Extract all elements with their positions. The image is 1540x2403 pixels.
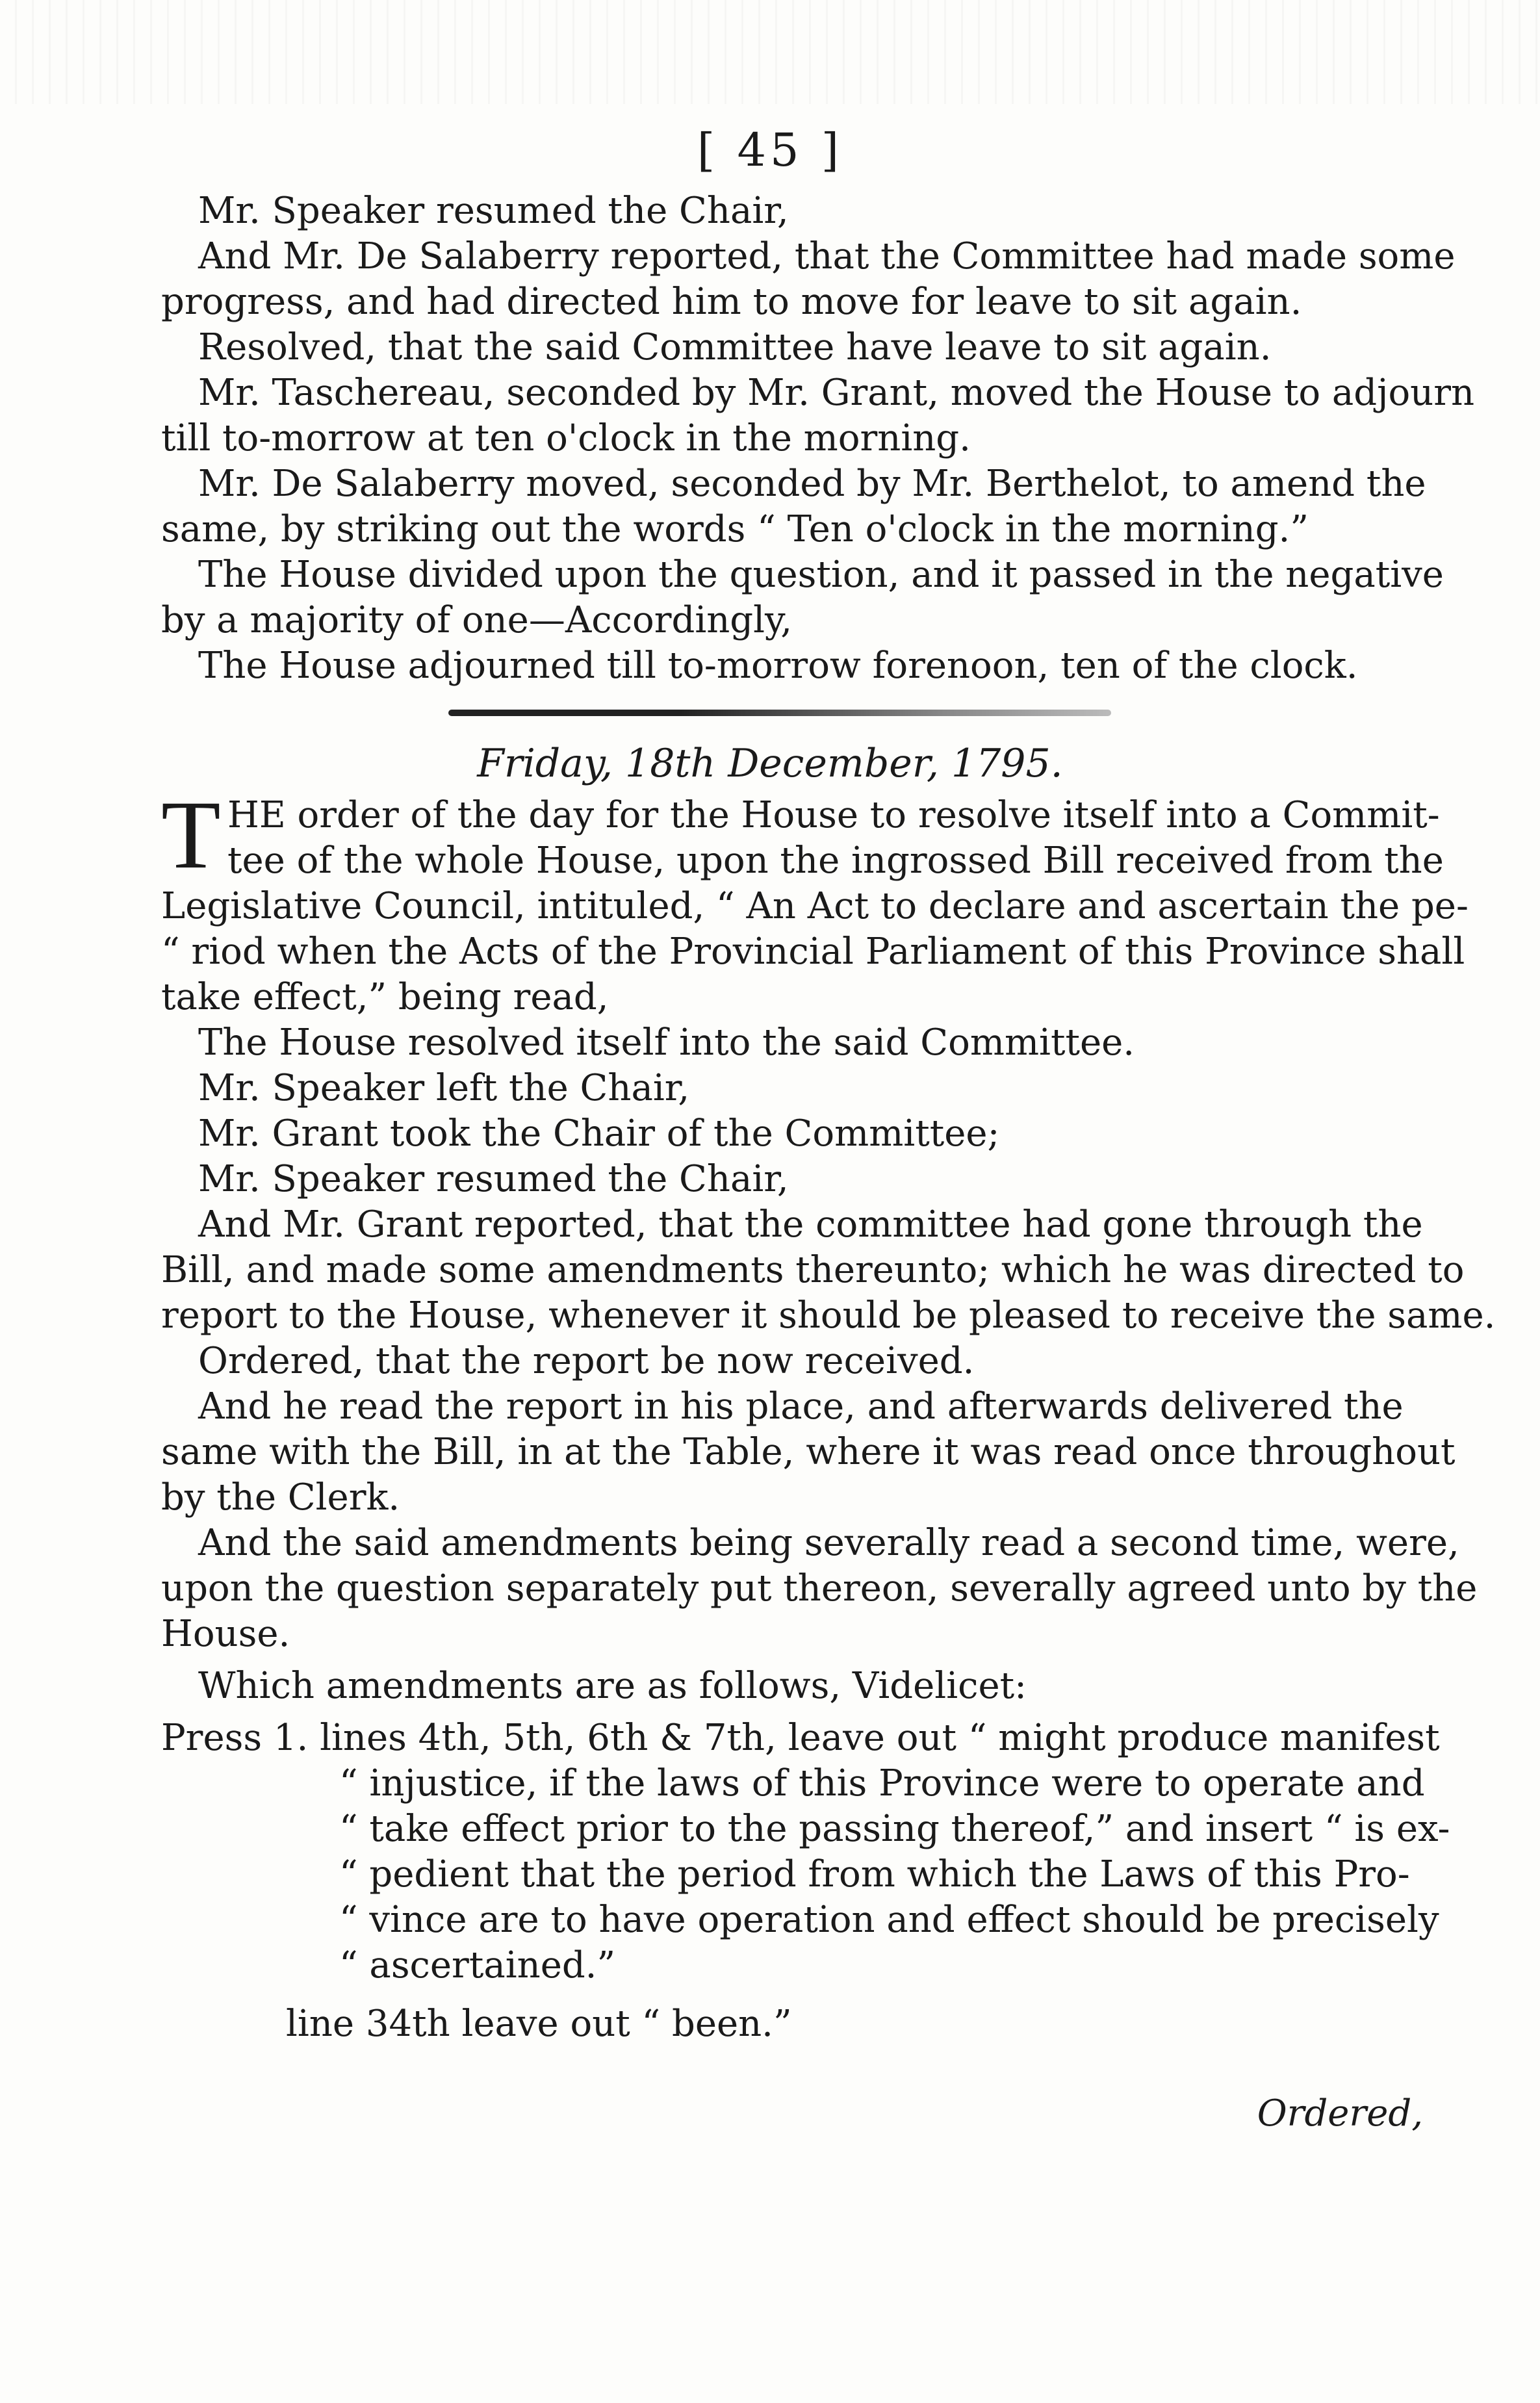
- text-line: “ injustice, if the laws of this Province were to operate and: [339, 1762, 1425, 1805]
- text-line: line 34th leave out “ been.”: [286, 2003, 792, 2045]
- text-line: take effect,” being read,: [161, 976, 609, 1018]
- text-line: And he read the report in his place, and afterwards delivered the: [198, 1385, 1404, 1428]
- text-line: And the said amendments being severally read a second time, were,: [198, 1522, 1459, 1564]
- text-line: by a majority of one—Accordingly,: [161, 599, 793, 641]
- text-line: Ordered, that the report be now received.: [198, 1340, 975, 1382]
- text-line: same with the Bill, in at the Table, where it was read once throughout: [161, 1431, 1456, 1473]
- text-line: And Mr. De Salaberry reported, that the Committee had made some: [198, 235, 1456, 277]
- text-line: Press 1. lines 4th, 5th, 6th & 7th, leave out “ might produce manifest: [161, 1717, 1440, 1759]
- text-line: by the Clerk.: [161, 1476, 400, 1519]
- text-line: Legislative Council, intituled, “ An Act to declare and ascertain the pe-: [161, 885, 1469, 927]
- text-line: same, by striking out the words “ Ten o'clock in the morning.”: [161, 508, 1309, 550]
- text-line: Mr. Speaker left the Chair,: [198, 1067, 690, 1109]
- scan-noise: [0, 0, 1540, 104]
- text-line: progress, and had directed him to move for leave to sit again.: [161, 281, 1302, 323]
- text-line: Mr. Speaker resumed the Chair,: [198, 190, 789, 232]
- text-line: Mr. Taschereau, seconded by Mr. Grant, moved the House to adjourn: [198, 372, 1475, 414]
- text-line: upon the question separately put thereon, severally agreed unto by the: [161, 1567, 1478, 1610]
- text-line: Resolved, that the said Committee have leave to sit again.: [198, 326, 1272, 368]
- text-line: tee of the whole House, upon the ingrossed Bill received from the: [227, 840, 1444, 882]
- text-line: “ vince are to have operation and effect should be precisely: [339, 1899, 1439, 1941]
- text-line: And Mr. Grant reported, that the committee had gone through the: [198, 1203, 1423, 1246]
- text-line: Bill, and made some amendments thereunto; which he was directed to: [161, 1249, 1465, 1291]
- text-line: “ riod when the Acts of the Provincial Parliament of this Province shall: [161, 931, 1465, 973]
- text-line: “ take effect prior to the passing thereof,” and insert “ is ex-: [339, 1808, 1450, 1850]
- text-line: Mr. Grant took the Chair of the Committee;: [198, 1112, 1000, 1155]
- text-line: The House adjourned till to-morrow forenoon, ten of the clock.: [198, 645, 1358, 687]
- text-line: HE order of the day for the House to resolve itself into a Commit-: [227, 794, 1440, 836]
- section-divider: [448, 710, 1111, 716]
- text-line: The House divided upon the question, and it passed in the negative: [198, 554, 1444, 596]
- page-number: [ 45 ]: [697, 123, 843, 177]
- text-line: “ pedient that the period from which the Laws of this Pro-: [339, 1853, 1410, 1895]
- text-line: till to-morrow at ten o'clock in the morning.: [161, 417, 971, 459]
- text-line: “ ascertained.”: [339, 1944, 616, 1986]
- catchword: Ordered,: [1257, 2092, 1423, 2135]
- text-line: Mr. Speaker resumed the Chair,: [198, 1158, 789, 1200]
- text-line: The House resolved itself into the said Committee.: [198, 1022, 1135, 1064]
- date-heading: Friday, 18th December, 1795.: [477, 741, 1063, 786]
- text-line: report to the House, whenever it should be pleased to receive the same.: [161, 1294, 1496, 1337]
- text-line: Mr. De Salaberry moved, seconded by Mr. Berthelot, to amend the: [198, 463, 1426, 505]
- text-line: House.: [161, 1613, 290, 1655]
- text-line: Which amendments are as follows, Videlicet:: [198, 1665, 1027, 1707]
- drop-cap: T: [161, 781, 221, 889]
